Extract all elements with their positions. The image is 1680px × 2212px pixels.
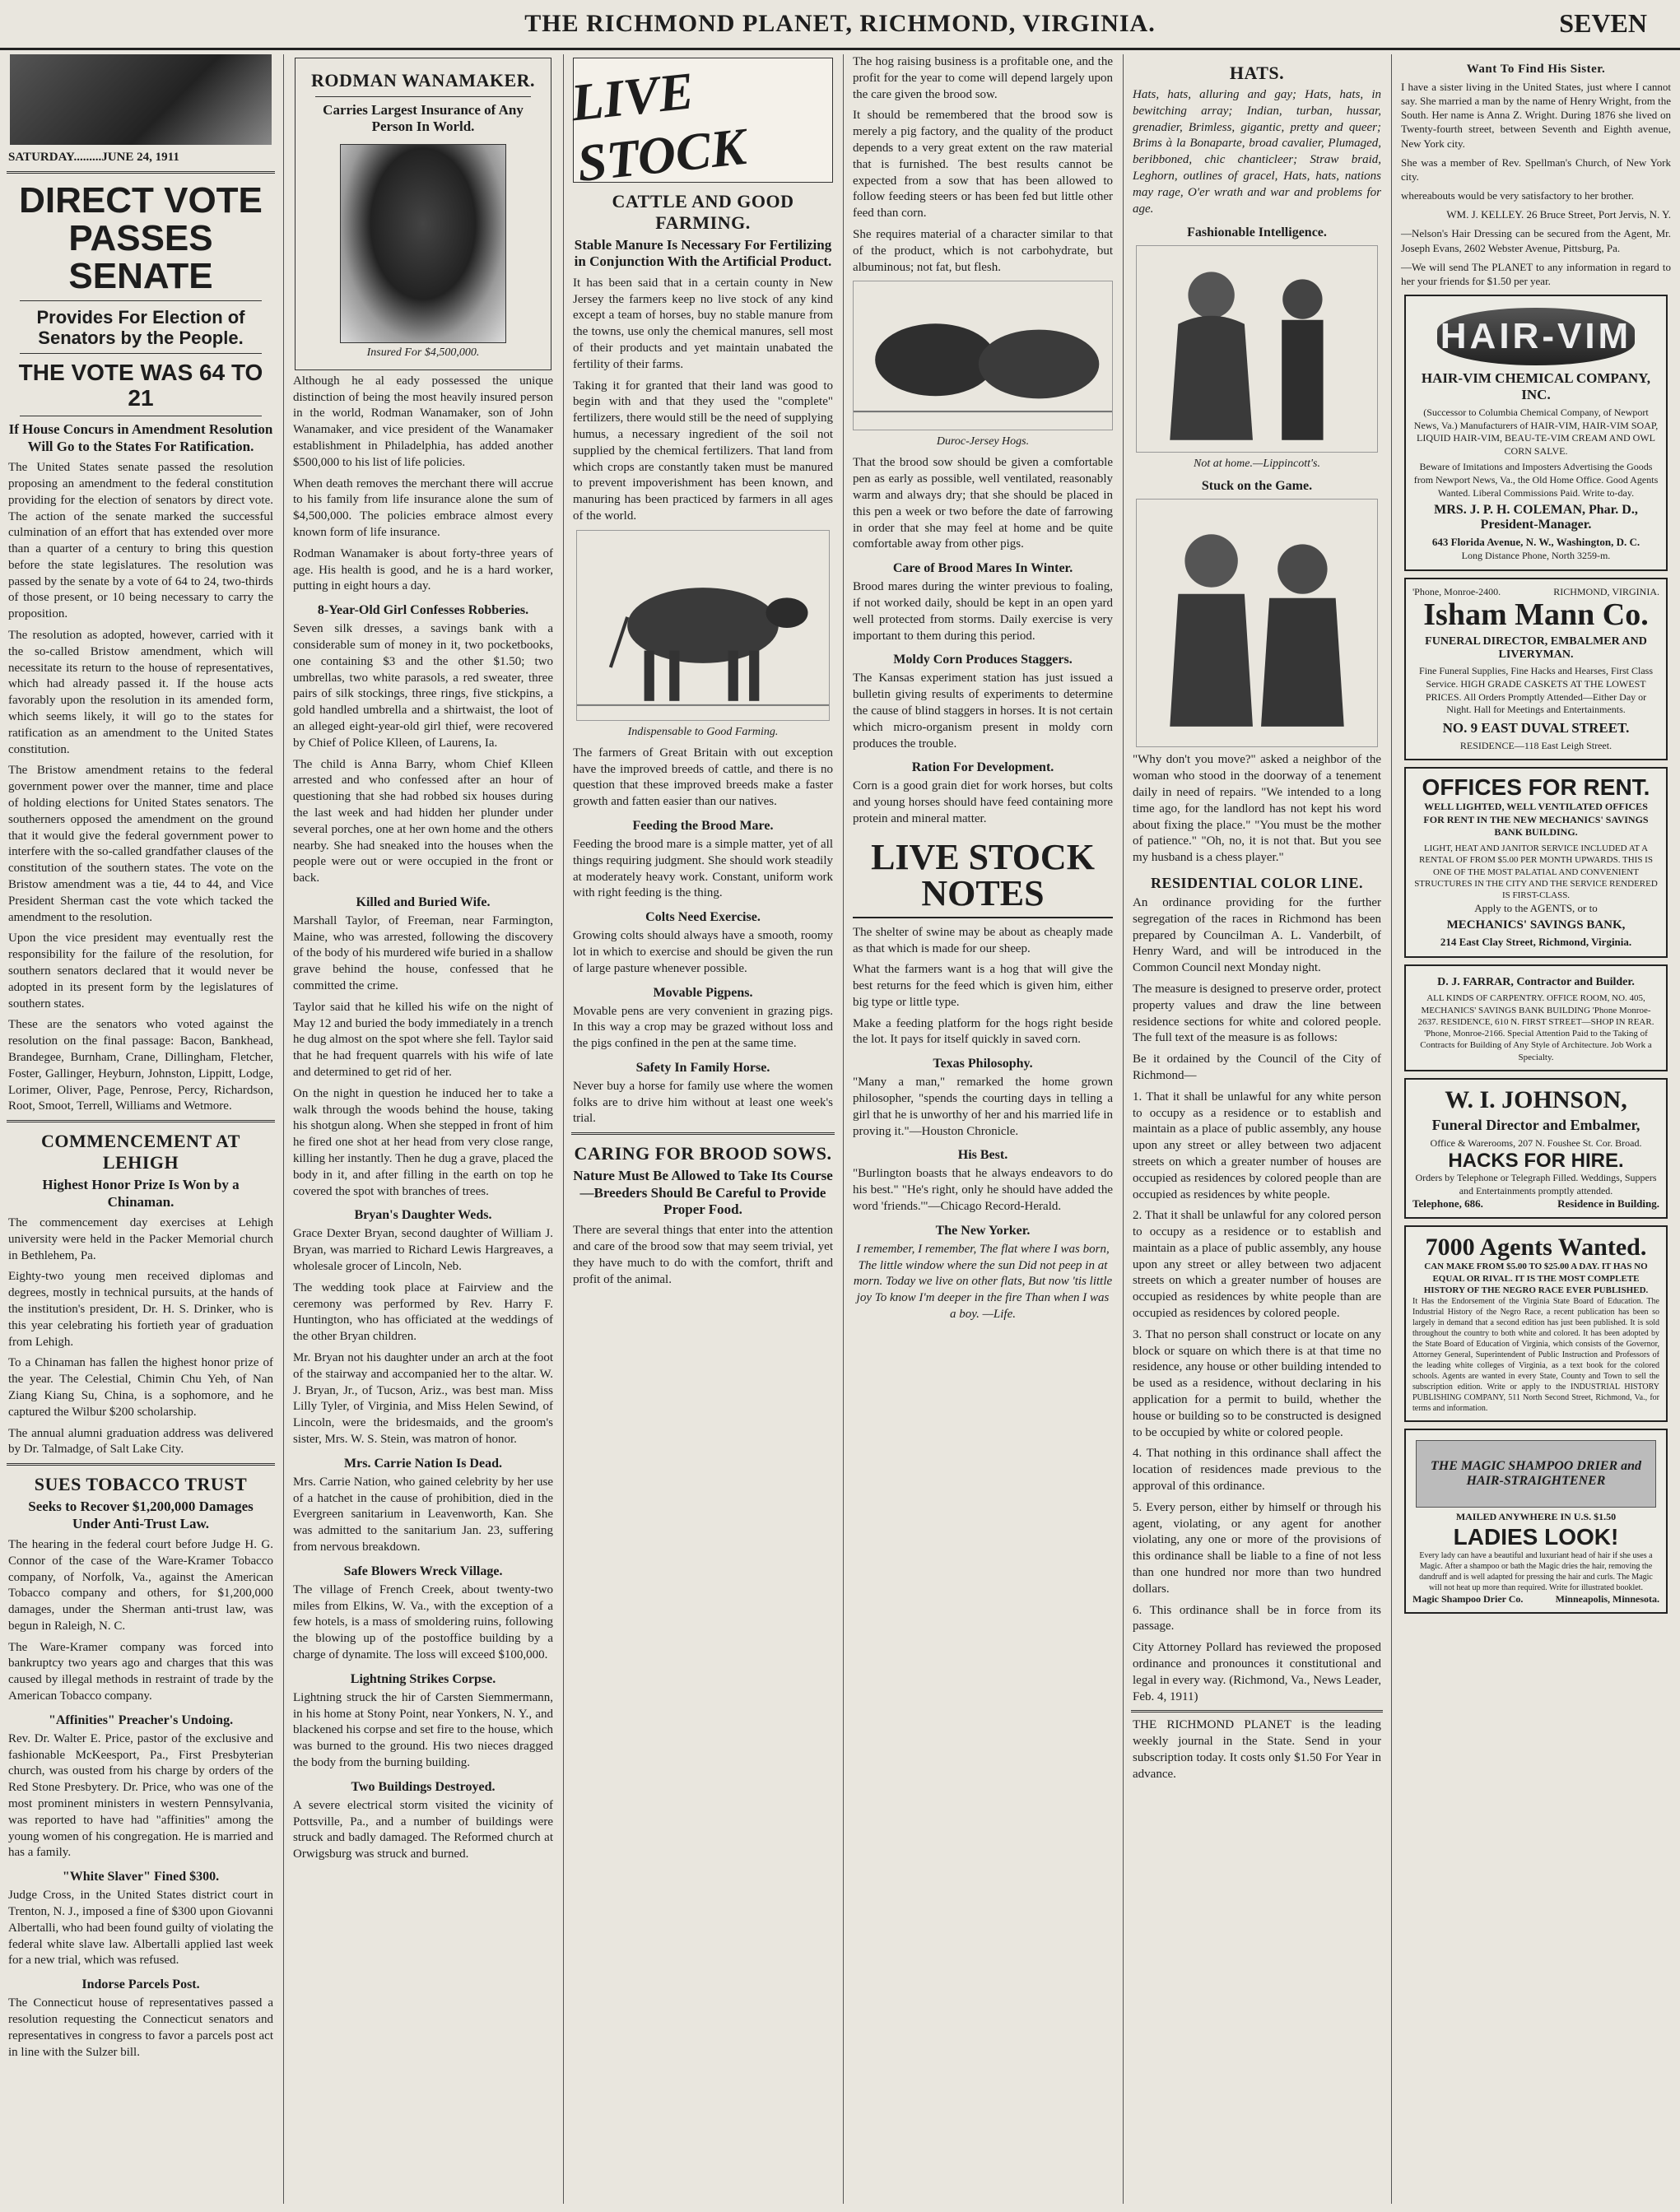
subhead-fashion: Fashionable Intelligence. — [1187, 225, 1327, 240]
hats-poem: Hats, hats, alluring and gay; Hats, hats, in bewitching array; Indian, turban, hussar, grenadier, Brimless, gigantic, pretty and queer; Brims à la Bonaparte, broad cavalier, Plumaged, beribboned, chic chanticleer; Straw braid, Leghorn, outlines of gracel, Hats, hats, nations may rage, O'er wrath and war and problems for age. — [1133, 88, 1381, 216]
subhead-lightning: Lightning Strikes Corpse. — [350, 1671, 496, 1686]
headline-wanamaker: RODMAN WANAMAKER. — [310, 70, 536, 91]
hogs-icon — [854, 281, 1112, 430]
subhead-best: His Best. — [957, 1148, 1008, 1163]
hairvim-address: 643 Florida Avenue, N. W., Washington, D. C. — [1431, 536, 1640, 549]
article-paragraph: Seven silk dresses, a savings bank with a considerable sum of money in it, two pocketbooks, one containing $3 and the other $1.50; two umbrellas, two white parasols, a red sweater, three pairs of silk stockings, three rings, five stickpins, a gold handled umbrella and a shirtwaist, the loot of an alleged eight-year-old girl thief, were recovered by Chief of Police Klleen, of Laurens, Ia. — [293, 622, 553, 750]
article-paragraph: The child is Anna Barry, whom Chief Klleen arrested and who confessed after an hour of questioning that she had robbed six houses during the last week and had hidden her plunder under several porches, one at her own home and the others nearby. She had sneaked into the houses when the people were out or were occupied in the front or back. — [293, 757, 553, 885]
article-paragraph: 2. That it shall be unlawful for any colored person to occupy as a residence or to establish and maintain as a place of public assembly, any house upon any street or alley between two adjacent streets on which a greater number of houses are occupied as residences by white people than are occupied as residences by colored people. — [1133, 1209, 1381, 1321]
poem: I remember, I remember, The flat where I was born, The little window where the sun Did not peep in at morn. Today we live on other flats, But now 'tis little joy To know I'm deeper in the fire Than when I was a boy. —Life. — [853, 1242, 1113, 1322]
headline-hats: HATS. — [1229, 63, 1285, 83]
article-paragraph: Be it ordained by the Council of the City of Richmond— — [1133, 1053, 1381, 1082]
subhead-safety: Safety In Family Horse. — [635, 1060, 770, 1075]
offices-sub: WELL LIGHTED, WELL VENTILATED OFFICES FOR RENT IN THE NEW MECHANICS' SAVINGS BANK BUILDING. — [1423, 801, 1649, 839]
subhead-corn: Moldy Corn Produces Staggers. — [893, 653, 1073, 667]
article-paragraph: The shelter of swine may be about as cheaply made as that which is made for our sheep. — [853, 925, 1113, 955]
article-paragraph: Grace Dexter Bryan, second daughter of William J. Bryan, was married to Richard Lewis Hargreaves, a wholesale grocer of Lincoln, Neb. — [293, 1227, 553, 1274]
article-paragraph: There are several things that enter into the attention and care of the brood sow that may seem trivial, yet they have much to do with the comfort, thrift and profit of the animal. — [573, 1224, 833, 1286]
article-paragraph: 1. That it shall be unlawful for any white person to occupy as a residence or to establish and maintain as a place of public assembly, any house upon any street or alley between two adjacent streets on which a greater number of houses are occupied as residences by colored people than are occupied as residences by white people. — [1133, 1090, 1381, 1201]
article-paragraph: 5. Every person, either by himself or through his agent, violating, or any agent for another violating, any one or more of the provisions of this ordinance shall be liable to a fine of not less than one hundred nor more than two hundred dollars. — [1133, 1500, 1381, 1596]
offices-bank: MECHANICS' SAVINGS BANK, — [1446, 918, 1626, 932]
ladies-signature: Magic Shampoo Drier Co. — [1412, 1592, 1524, 1605]
subhead-slaver: "White Slaver" Fined $300. — [62, 1870, 220, 1884]
livestock-banner-text: LIVE STOCK — [568, 61, 749, 193]
isham-city: RICHMOND, VIRGINIA. — [1553, 585, 1659, 597]
headline-lehigh: COMMENCEMENT AT LEHIGH — [41, 1131, 240, 1173]
article-paragraph: I have a sister living in the United States, just where I cannot say. She married a man by the name of Henry Wright, from the South. Her name is Anna Z. Wright. During 1876 she lived on Twenty-fourth street, between Seventh and Eighth avenue, New York city. — [1401, 81, 1671, 150]
deck-brood-sows: Nature Must Be Allowed to Take Its Course—Breeders Should Be Careful to Provide Proper Food. — [573, 1168, 833, 1218]
offices-address: 214 East Clay Street, Richmond, Virginia. — [1440, 936, 1632, 949]
divider — [7, 1120, 275, 1122]
wanamaker-box — [295, 58, 551, 370]
article-paragraph: She was a member of Rev. Spellman's Church, of New York city. — [1401, 156, 1671, 183]
article-paragraph: Never buy a horse for family use where the women folks are to drive him without at least one week's trial. — [573, 1079, 833, 1126]
portrait-caption: Insured For $4,500,000. — [366, 346, 480, 359]
isham-header — [1412, 586, 1659, 598]
article-paragraph: The hog raising business is a profitable one, and the profit for the year to come will depend largely upon the care given the brood sow. — [853, 55, 1113, 101]
deck-wanamaker: Carries Largest Insurance of Any Person In World. — [323, 102, 524, 135]
article-paragraph: Taking it for granted that their land was good to begin with and that they used the "complete" fertilizers, there would still be the need of supplying humus, a necessary ingredient of the soil not supplied by the chemical fertilizers. That land from which crops are constantly taken must be manured to prevent impoverishment has been known, and manuring has been practiced by farmers in all ages of the world. — [573, 379, 833, 523]
subhead-care: Care of Brood Mares In Winter. — [892, 561, 1073, 576]
article-paragraph: A severe electrical storm visited the vicinity of Pottsville, Pa., and a number of buildings were struck and badly damaged. The Reformed church at Orwigsburg was struck and burned. — [293, 1798, 553, 1861]
article-paragraph: On the night in question he induced her to take a walk through the woods behind the house, taking his shotgun along. When she stepped in front of him he fired one shot at her head from very close range, killing her instantly. Then he dug a grave, placed the body in it, and after filling in the earth on top he covered the spot with branches of trees. — [293, 1086, 553, 1198]
farrar-body: ALL KINDS OF CARPENTRY. OFFICE ROOM, NO. 405, MECHANICS' SAVINGS BANK BUILDING 'Phone Monroe-2637. RESIDENCE, 610 N. FIRST STREET—SHOP IN REAR. 'Phone, Monroe-2166. Special Attention Paid to the Taking of Contracts for Building of Any Style of Architecture. Job Work a Specialty. — [1417, 993, 1654, 1062]
article-paragraph: "Why don't you move?" asked a neighbor of the woman who stood in the doorway of a tenement daily in need of repairs. "We intended to a long time ago, for the landlord has not kept his word about fixing the place." "You must be the mother of patience." "Oh, no, it is not that. But you see my husband is a chess player." — [1133, 753, 1381, 865]
isham-sub: FUNERAL DIRECTOR, EMBALMER AND LIVERYMAN. — [1425, 635, 1647, 662]
article-paragraph: Taylor said that he killed his wife on the night of May 12 and buried the body immediately in a trench he dug almost on the spot where she fell. Taylor said that he had frequent quarrels with his wife of late and determined to get rid of her. — [293, 1000, 553, 1080]
subhead-buildings: Two Buildings Destroyed. — [351, 1779, 496, 1794]
agents-head: 7000 Agents Wanted. — [1425, 1234, 1647, 1262]
farrar-ad — [1404, 964, 1668, 1071]
isham-phone: 'Phone, Monroe-2400. — [1412, 585, 1501, 597]
column-1 — [3, 54, 278, 2204]
offices-body: LIGHT, HEAT AND JANITOR SERVICE INCLUDED AT A RENTAL OF FROM $5.00 PER MONTH UPWARDS. THIS IS ONE OF THE MOST PALATIAL AND CONVENIENT STRUCTURES IN THE CITY AND THE SERVICE RENDERED IS FIRST-CLASS. — [1414, 843, 1658, 901]
article-paragraph: The annual alumni graduation address was delivered by Dr. Talmadge, of Salt Lake City. — [8, 1426, 273, 1457]
agents-sub: CAN MAKE FROM $5.00 TO $25.00 A DAY. IT HAS NO EQUAL OR RIVAL. IT IS THE MOST COMPLETE HISTORY OF THE NEGRO RACE EVER PUBLISHED. — [1423, 1262, 1649, 1295]
article-paragraph: Growing colts should always have a smooth, roomy lot in which to exercise and should be given the run of large pasture whenever possible. — [573, 929, 833, 975]
deck-lehigh: Highest Honor Prize Is Won by a Chinaman. — [42, 1177, 240, 1210]
hairvim-note: Beware of Imitations and Imposters Advertising the Goods from Newport News, Va., the Old Home Office. Good Agents Wanted. Liberal Commissions Paid. Write to-day. — [1413, 461, 1659, 499]
article-paragraph: The hearing in the federal court before Judge H. G. Connor of the case of the Ware-Kramer Tobacco company, of Norfolk, Va., against the American Tobacco company and others, for $1,200,000 damages, under the Sherman anti-trust law, was begun in Raleigh, N. C. — [8, 1537, 273, 1633]
article-paragraph: Corn is a good grain diet for work horses, but colts and young horses should have feed containing more protein and mineral matter. — [853, 779, 1113, 825]
offices-ad — [1404, 767, 1668, 958]
article-paragraph: Upon the vice president may eventually rest the responsibility for the failure of the resolution, for southern senators declared that it would never be adopted in its present form by the legislatures of southern states. — [8, 932, 273, 1011]
article-paragraph: When death removes the merchant there will accrue to his family from life insurance alone the sum of $4,500,000. The policies embrace almost every known form of life insurance. — [293, 476, 553, 539]
article-paragraph: 6. This ordinance shall be in force from its passage. — [1133, 1603, 1381, 1633]
ladies-city: Minneapolis, Minnesota. — [1555, 1592, 1659, 1605]
article-paragraph: These are the senators who voted against the resolution on the final passage: Bacon, Bankhead, Brandegee, Burnham, Crane, Dillingham, Fletcher, Foster, Gallinger, Heyburn, Johnston, Lippitt, Lodge, Lorimer, Oliver, Page, Penrose, Percy, Richardson, Root, Smoot, Terrell, Williams and Wetmore. — [8, 1018, 273, 1113]
article-paragraph: The village of French Creek, about twenty-two miles from Elkins, W. Va., with the exception of a few hotels, is a mass of smoldering ruins, following the blowing up of the postoffice building by a charge of dynamite. The loss will exceed $100,000. — [293, 1582, 553, 1661]
subhead-poem: The New Yorker. — [935, 1223, 1031, 1238]
subhead-bryan: Bryan's Daughter Weds. — [354, 1208, 492, 1223]
article-paragraph: The Bristow amendment retains to the federal government power over the manner, time and place of holding elections for United States senators. The southerners opposed the amendment on the ground that it would give the federal government power to interfere with the so-called grandfather clauses of the constitution of the southern states. The vote on the Bristow amendment was a tie, 44 to 44, and Vice President Sherman cast the vote which tacked the amendment to the resolution. — [8, 764, 273, 924]
johnson-sub: Funeral Director and Embalmer, — [1431, 1117, 1640, 1134]
subhead-nation: Mrs. Carrie Nation Is Dead. — [344, 1456, 502, 1471]
deck-tobacco: Seeks to Recover $1,200,000 Damages Under Anti-Trust Law. — [28, 1499, 254, 1531]
johnson-body: Orders by Telephone or Telegraph Filled. Weddings, Suppers and Entertainments promptly attended. — [1415, 1172, 1657, 1197]
article-paragraph: Brood mares during the winter previous to foaling, if not worked daily, should be kept in an open yard well protected from storms. Daily exercise is very important to them during this period. — [853, 580, 1113, 643]
divider — [20, 300, 262, 301]
hogs-illustration — [853, 281, 1113, 430]
deck-cattle: Stable Manure Is Necessary For Fertilizing in Conjunction With the Artificial Product. — [574, 237, 832, 270]
article-paragraph: To a Chinaman has fallen the highest honor prize of the year. The Celestial, Chimin Chu Yeh, of Nan Ziang Kiang Su, China, is a sophomore, and he captured the Wilbur $200 scholarship. — [8, 1356, 273, 1419]
headline-color-line: RESIDENTIAL COLOR LINE. — [1150, 874, 1364, 891]
cow-illustration — [576, 530, 830, 721]
johnson-hacks: HACKS FOR HIRE. — [1448, 1149, 1624, 1172]
isham-name: Isham Mann Co. — [1423, 597, 1649, 632]
hairvim-sub: (Successor to Columbia Chemical Company, of Newport News, Va.) Manufacturers of HAIR-VIM, HAIR-VIM SOAP, LIQUID HAIR-VIM, BEAU-TE-VIM CREAM AND OWL CORN SALVE. — [1413, 407, 1659, 457]
column-6 — [1396, 54, 1676, 2204]
headline-find-sister: Want To Find His Sister. — [1466, 63, 1606, 76]
article-paragraph: Eighty-two young men received diplomas and degrees, mostly in technical pursuits, at the hands of the institution's president, Dr. H. S. Drinker, who is this year celebrating his fortieth year of graduation from Lehigh. — [8, 1270, 273, 1349]
article-paragraph: Judge Cross, in the United States district court in Trenton, N. J., imposed a fine of $300 upon Giovanni Albertalli, who had been found guilty of violating the federal white slave law. Albertalli applied last week for a new trial, which was refused. — [8, 1889, 273, 1968]
divider — [7, 171, 275, 174]
hogs-caption: Duroc-Jersey Hogs. — [936, 435, 1030, 448]
johnson-ad — [1404, 1078, 1668, 1219]
johnson-phone: Telephone, 686. — [1412, 1197, 1483, 1211]
deck-senators: Provides For Election of Senators by the People. — [36, 307, 245, 348]
subhead-girl: 8-Year-Old Girl Confesses Robberies. — [317, 603, 529, 618]
article-paragraph: City Attorney Pollard has reviewed the proposed ordinance and pronounces it constitutional and legal in every way. (Richmond, Va., News Leader, Feb. 4, 1911) — [1133, 1641, 1381, 1703]
headline-brood-sows: CARING FOR BROOD SOWS. — [574, 1143, 832, 1164]
hairvim-company: HAIR-VIM CHEMICAL COMPANY, INC. — [1421, 370, 1651, 403]
article-paragraph: The Kansas experiment station has just issued a bulletin giving results of experiments to determine the cause of blind staggers in horses. It is not certain which micro-organism present in moldy corn produces the trouble. — [853, 672, 1113, 750]
headline-cattle: CATTLE AND GOOD FARMING. — [612, 191, 794, 233]
headline-direct-vote: DIRECT VOTE PASSES SENATE — [19, 179, 263, 297]
subhead-texas: Texas Philosophy. — [933, 1057, 1033, 1071]
column-rule — [1123, 54, 1124, 2204]
subhead-affinities: "Affinities" Preacher's Undoing. — [48, 1712, 234, 1727]
article-paragraph: The wedding took place at Fairview and the ceremony was performed by Rev. Harry F. Huntington, who has officiated at the weddings of the other Bryan children. — [293, 1280, 553, 1344]
article-paragraph: What the farmers want is a hog that will give the best returns for the feed which is given him, either big type or little type. — [853, 963, 1113, 1009]
article-paragraph: Marshall Taylor, of Freeman, near Farmington, Maine, who was arrested, following the discovery of the body of his murdered wife buried in a shallow grave behind the house, confessed that he committed the crime. — [293, 913, 553, 993]
livestock-banner — [568, 58, 833, 193]
article-paragraph: The measure is designed to preserve order, protect property values and draw the line between residence sections for white and colored people. The full text of the measure is as follows: — [1133, 982, 1381, 1045]
cow-caption: Indispensable to Good Farming. — [627, 725, 779, 738]
hairvim-phone: Long Distance Phone, North 3259-m. — [1461, 550, 1611, 562]
planet-subscription-note: THE RICHMOND PLANET is the leading weekly journal in the State. Send in your subscription today. It costs only $1.50 For Year in advance. — [1133, 1718, 1381, 1781]
hairvim-manager: MRS. J. P. H. COLEMAN, Phar. D., President-Manager. — [1434, 503, 1638, 532]
article-paragraph: Feeding the brood mare is a simple matter, yet of all things requiring judgment. She should work steadily at moderately heavy work. Constant, uniform work with right feeding is the thing. — [573, 837, 833, 900]
offices-head: OFFICES FOR RENT. — [1422, 774, 1650, 801]
article-paragraph: The commencement day exercises at Lehigh university were held in the Packer Memorial church in Bethlehem, Pa. — [8, 1215, 273, 1262]
article-paragraph: 3. That no person shall construct or locate on any block or square on which there is at that time no residence, any house or other building intended to be used as a residence, without declaring in his application for a permit to build, whether the house or building so to be constructed is designed to be occupied by white or colored people. — [1133, 1327, 1381, 1439]
magic-ad — [1404, 1429, 1668, 1614]
masthead — [0, 0, 1680, 50]
deck-vote-count: THE VOTE WAS 64 TO 21 — [18, 359, 263, 411]
ladies-body: Every lady can have a beautiful and luxuriant head of hair if she uses a Magic. After a shampoo or bath the Magic dries the hair, removing the dandruff and is well adapted for pressing the hair and curls. The Magic will not heat up more than required. Write for illustrated booklet. — [1419, 1550, 1653, 1592]
article-paragraph: Although he al eady possessed the unique distinction of being the most heavily insured person in the world, Rodman Wanamaker, son of John Wanamaker, and vice president of the Wanamaker establishment in Philadelphia, has added another $500,000 to his list of life policies. — [293, 374, 553, 469]
article-paragraph: The Connecticut house of representatives passed a resolution requesting the Connecticut senators and representatives in congress to favor a parcels post act in line with the Sulzer bill. — [8, 1996, 273, 2059]
article-paragraph: That the brood sow should be given a comfortable pen as early as possible, well ventilated, reasonably warm and always dry; that she should be placed in this pen a week or two before the date of farrowing in order that she may feel at home and be quite comfortable away from other pigs. — [853, 456, 1113, 551]
article-paragraph: 4. That nothing in this ordinance shall affect the location of residences made previous to the approval of this ordinance. — [1133, 1447, 1381, 1494]
livestock-notes-banner: LIVE STOCK NOTES — [853, 834, 1113, 918]
isham-residence: RESIDENCE—118 East Leigh Street. — [1459, 739, 1613, 751]
article-paragraph: She requires material of a character similar to that of the product, which is not carbohydrate, but albuminous; not fat, but flesh. — [853, 227, 1113, 274]
agents-body: It Has the Endorsement of the Virginia State Board of Education. The Industrial History of the Negro Race, a recent publication has been so largely in demand that a second edition has just been published. It is sold throughout the country to both white and colored. It has been adopted by the State Board of Education of Virginia, which consists of the Governor, Attorney General, Superintendent of Public Instruction and Professors of the leading white colleges of Virginia, as a text book for the colored schools. Agents are wanted in every State, County and Town to sell the subscription edition. Write or apply to the INDUSTRIAL HISTORY PUBLISHING COMPANY, 511 North Second Street, Richmond, Va., for terms and information. — [1412, 1297, 1659, 1414]
ladies-head: LADIES LOOK! — [1453, 1523, 1619, 1550]
deck-house-concurs: If House Concurs in Amendment Resolution Will Go to the States For Ratification. — [8, 421, 273, 454]
magic-banner: THE MAGIC SHAMPOO DRIER and HAIR-STRAIGHTENER — [1416, 1440, 1656, 1508]
headline-tobacco: SUES TOBACCO TRUST — [34, 1474, 248, 1495]
column-2 — [288, 54, 558, 2204]
page-number: SEVEN — [1559, 8, 1647, 38]
article-paragraph: It has been said that in a certain county in New Jersey the farmers keep no live stock of any kind except a team of horses, buy no stable manure from the towns, use only the chemical manures, sell most of their products and yet maintain unabated the fertility of their farms. — [573, 276, 833, 371]
subhead-brood-mare: Feeding the Brood Mare. — [632, 818, 774, 833]
article-paragraph: "Burlington boasts that he always endeavors to do his best." "He's right, only he should have added the word 'friends.'"—Chicago Record-Herald. — [853, 1167, 1113, 1214]
column-4 — [848, 54, 1118, 2204]
article-paragraph: Make a feeding platform for the hogs right beside the lot. It pays for itself quickly in saved corn. — [853, 1016, 1113, 1047]
article-paragraph: The farmers of Great Britain with out exception have the improved breeds of cattle, and there is no question that these improved breeds make a faster growth and fatten easier than our natives. — [573, 746, 833, 809]
issue-date: SATURDAY.........JUNE 24, 1911 — [8, 151, 179, 164]
farrar-name: D. J. FARRAR, Contractor and Builder. — [1437, 976, 1635, 989]
johnson-address: Office & Warerooms, 207 N. Foushee St. Cor. Broad. — [1430, 1137, 1642, 1150]
subhead-blowers: Safe Blowers Wreck Village. — [343, 1564, 503, 1578]
column-rule — [283, 54, 284, 2204]
johnson-footer — [1412, 1197, 1659, 1211]
offices-apply: Apply to the AGENTS, or to — [1474, 901, 1598, 914]
divider — [571, 1132, 835, 1135]
cow-icon — [577, 531, 829, 720]
article-paragraph: Mrs. Carrie Nation, who gained celebrity by her use of a hatchet in the cause of prohibition, died in the Evergreen sanitarium in Leavenworth, Kan. She was admitted to the sanitarium Jan. 23, suffering from nervous breakdown. — [293, 1475, 553, 1554]
article-paragraph: The Ware-Kramer company was forced into bankruptcy two years ago and charges that this was caused by illegal methods in restraint of trade by the American Tobacco company. — [8, 1640, 273, 1703]
article-paragraph: "Many a man," remarked the home grown philosopher, "spends the courting days in telling a girl that he is unworthy of her and his married life in proving it."—Houston Chronicle. — [853, 1076, 1113, 1138]
subhead-parcel: Indorse Parcels Post. — [81, 1977, 200, 1992]
article-paragraph: Rodman Wanamaker is about forty-three years of age. His health is good, and he is a hard worker, putting in eight hours a day. — [293, 546, 553, 593]
column-rule — [843, 54, 844, 2204]
subhead-game: Stuck on the Game. — [1201, 479, 1313, 494]
agents-ad — [1404, 1225, 1668, 1422]
article-paragraph: —We will send The PLANET to any information in regard to her your friends for $1.50 per year. — [1401, 260, 1671, 287]
scan-artifact — [10, 54, 272, 145]
hairvim-ad — [1404, 295, 1668, 571]
johnson-residence: Residence in Building. — [1557, 1197, 1659, 1211]
column-rule — [563, 54, 564, 2204]
isham-address: NO. 9 EAST DUVAL STREET. — [1442, 719, 1630, 736]
article-paragraph: The resolution as adopted, however, carried with it the so-called Bristow amendment, which will necessitate its return to the house of representatives, which had already passed it. If the house acts favorably upon the resolution in its amended form, which seems likely, it will go to the states for ratification as an amendment to the United States constitution. — [8, 629, 273, 756]
subhead-colts: Colts Need Exercise. — [645, 910, 761, 925]
divider — [7, 1463, 275, 1466]
article-paragraph: Lightning struck the hir of Carsten Siemmermann, in his home at Stony Point, near Yonkers, N. Y., and blackened his corpse and set fire to the house, which was burned to the ground. His two nieces dragged the body from the burning building. — [293, 1690, 553, 1769]
subhead-ration: Ration For Development. — [911, 760, 1054, 775]
johnson-name: W. I. JOHNSON, — [1445, 1086, 1627, 1114]
newspaper-title: THE RICHMOND PLANET, RICHMOND, VIRGINIA. — [524, 10, 1156, 37]
isham-body: Fine Funeral Supplies, Fine Hacks and Hearses, First Class Service. HIGH GRADE CASKETS AT THE LOWEST PRICES. All Orders Promptly Attended—Either Day or Night. Hall for Meetings and Entertainments. — [1419, 665, 1653, 716]
subhead-killed: Killed and Buried Wife. — [356, 895, 491, 909]
article-paragraph: An ordinance providing for the further segregation of the races in Richmond has been prepared by Councilman A. L. Vanderbilt, of Henry Ward, and will be introduced in the Common Council next Monday night. — [1133, 895, 1381, 975]
article-paragraph: whereabouts would be very satisfactory to her brother. — [1401, 189, 1635, 202]
article-paragraph: Mr. Bryan not his daughter under an arch at the foot of the stairway and accompanied her to the altar. W. J. Bryan, Jr., of Tucson, Ariz., was best man. Miss Lilly Tyler, of Virginia, and Miss Helen Sewind, of Lincoln, were the bridesmaids, and the groom's sister, Mrs. W. S. Stein, was matron of honor. — [293, 1351, 553, 1446]
hairvim-logo: HAIR-VIM — [1437, 308, 1635, 365]
article-paragraph: Rev. Dr. Walter E. Price, pastor of the exclusive and fashionable McKeesport, Pa., First Presbyterian church, was ousted from his charge by orders of the Red Stone Presbytery. Dr. Price, who was one of the most prominent ministers in western Pennsylvania, was reported to have had "affinities" among the young women of his congregation. He is married and has a family. — [8, 1731, 273, 1860]
subhead-pigpens: Movable Pigpens. — [653, 985, 753, 1000]
column-3 — [568, 54, 838, 2204]
ladies-footer — [1412, 1593, 1659, 1606]
article-paragraph: The United States senate passed the resolution proposing an amendment to the federal constitution providing for the election of senators by direct vote. The action of the senate marked the successful culmination of an effort that has extended over more than a quarter of a century to bring this question before the state legislatures. The resolution was passed by the senate by a vote of 64 to 24, two-thirds of those present, or 10 being necessary to carry the proposition. — [8, 461, 273, 621]
magic-mailed: MAILED ANYWHERE IN U.S. $1.50 — [1455, 1511, 1617, 1523]
signature: WM. J. KELLEY. 26 Bruce Street, Port Jervis, N. Y. — [1446, 208, 1671, 221]
portrait-image — [340, 144, 506, 343]
divider — [20, 353, 262, 354]
isham-mann-ad — [1404, 578, 1668, 761]
article-paragraph: Movable pens are very convenient in grazing pigs. In this way a crop may be grazed without loss and the pigs confined in the pen at the same time. — [573, 1004, 833, 1051]
divider — [315, 96, 531, 97]
fashion-caption: Not at home.—Lippincott's. — [1194, 458, 1320, 471]
article-paragraph: It should be remembered that the brood sow is merely a pig factory, and the quality of the product depends to a very great extent on the raw material that is furnished. The best results cannot be expected from a sow that has been allowed to follow feeding steers or has been fed but little other feed than corn. — [853, 109, 1113, 221]
article-paragraph: —Nelson's Hair Dressing can be secured from the Agent, Mr. Joseph Evans, 2602 Webster Avenue, Pittsburg, Pa. — [1401, 227, 1671, 254]
